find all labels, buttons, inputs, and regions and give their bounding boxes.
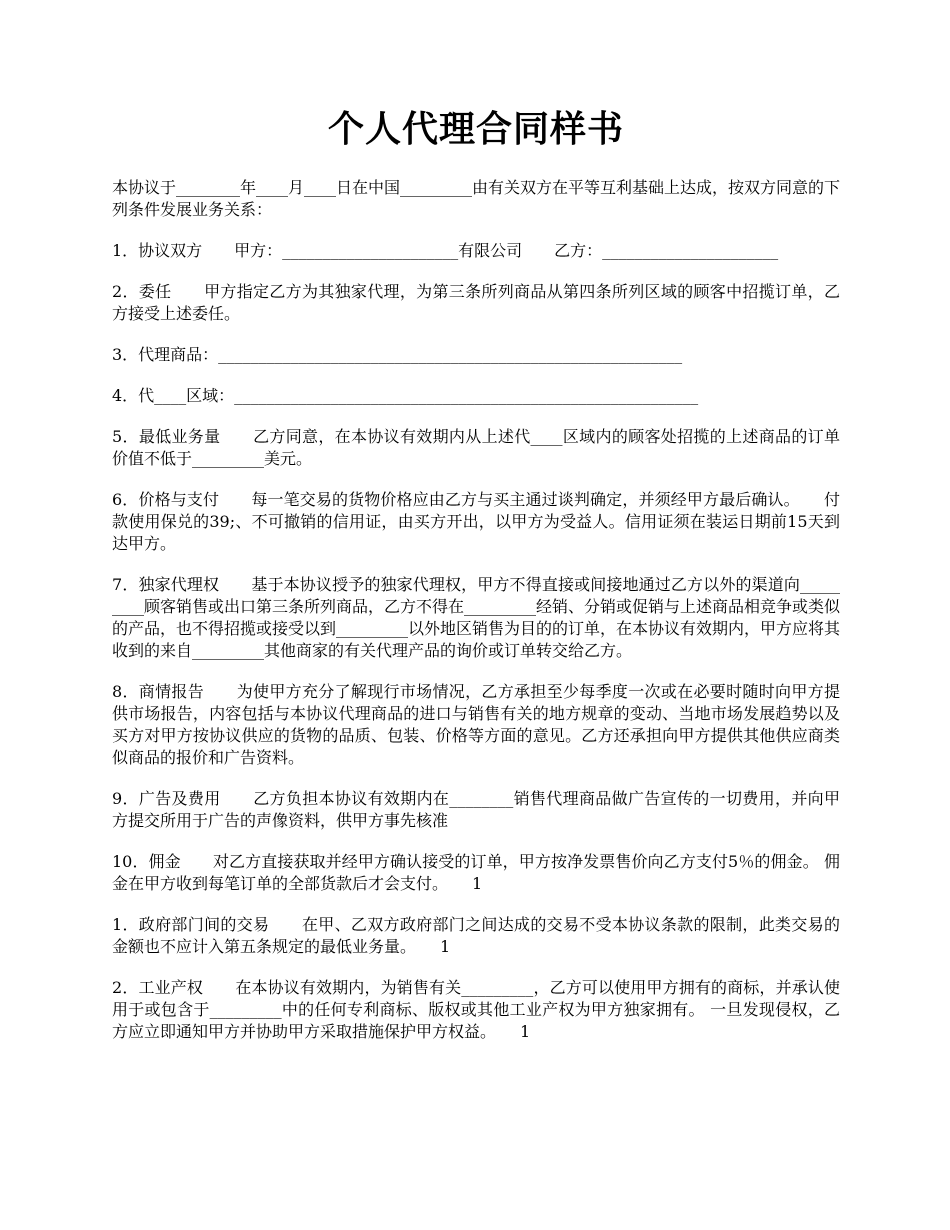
clause-advertising: 9．广告及费用 乙方负担本协议有效期内在________销售代理商品做广告宣传的一切费用，并向甲方提交所用于广告的声像资料，供甲方事先核准 [112,789,840,831]
document-page [112,108,840,1062]
intro-paragraph: 本协议于________年____月____日在中国_________由有关双方在平等互利基础上达成，按双方同意的下列条件发展业务关系： [112,178,841,220]
clause-price-payment: 6．价格与支付 每一笔交易的货物价格应由乙方与买主通过谈判确定，并须经甲方最后确认。 付款使用保兑的39;、不可撤销的信用证，由买方开出，以甲方为受益人。信用证须在装运日期前15天到达甲方。 [112,490,840,554]
clause-government-trade: 1．政府部门间的交易 在甲、乙双方政府部门之间达成的交易不受本协议条款的限制，此类交易的金额也不应计入第五条规定的最低业务量。 1 [112,915,840,957]
clause-exclusive-rights: 7．独家代理权 基于本协议授予的独家代理权，甲方不得直接或间接地通过乙方以外的渠道向_________顾客销售或出口第三条所列商品，乙方不得在_________经销、分销或促销与上述商品相竞争或类似的产品，也不得招揽或接受以到_________以外地区销售为目的的订单，在本协议有效期内，甲方应将其收到的来自_________其他商家的有关代理产品的询价或订单转交给乙方。 [112,575,841,661]
clause-minimum-volume: 5．最低业务量 乙方同意，在本协议有效期内从上述代____区域内的顾客处招揽的上述商品的订单价值不低于_________美元。 [112,427,840,469]
clause-commission: 10．佣金 对乙方直接获取并经甲方确认接受的订单，甲方按净发票售价向乙方支付5％的佣金。 佣金在甲方收到每笔订单的全部货款后才会支付。 1 [112,852,840,894]
clause-region: 4．代____区域：__________________________________________________________ [112,386,699,406]
clause-appointment: 2．委任 甲方指定乙方为其独家代理，为第三条所列商品从第四条所列区域的顾客中招揽订单，乙方接受上述委任。 [112,282,840,324]
clause-products: 3．代理商品：__________________________________________________________ [112,345,683,365]
clause-market-report: 8．商情报告 为使甲方充分了解现行市场情况，乙方承担至少每季度一次或在必要时随时向甲方提供市场报告，内容包括与本协议代理商品的进口与销售有关的地方规章的变动、当地市场发展趋势以及买方对甲方按协议供应的货物的品质、包装、价格等方面的意见。乙方还承担向甲方提供其他供应商类似商品的报价和广告资料。 [112,682,840,768]
document-title: 个人代理合同样书 [327,108,624,150]
clause-parties: 1．协议双方 甲方：______________________有限公司 乙方：______________________ [112,241,779,261]
clause-industrial-property: 2．工业产权 在本协议有效期内，为销售有关_________，乙方可以使用甲方拥有的商标，并承认使用于或包含于_________中的任何专利商标、版权或其他工业产权为甲方独家拥有。 一旦发现侵权，乙方应立即通知甲方并协助甲方采取措施保护甲方权益。 1 [112,978,840,1042]
